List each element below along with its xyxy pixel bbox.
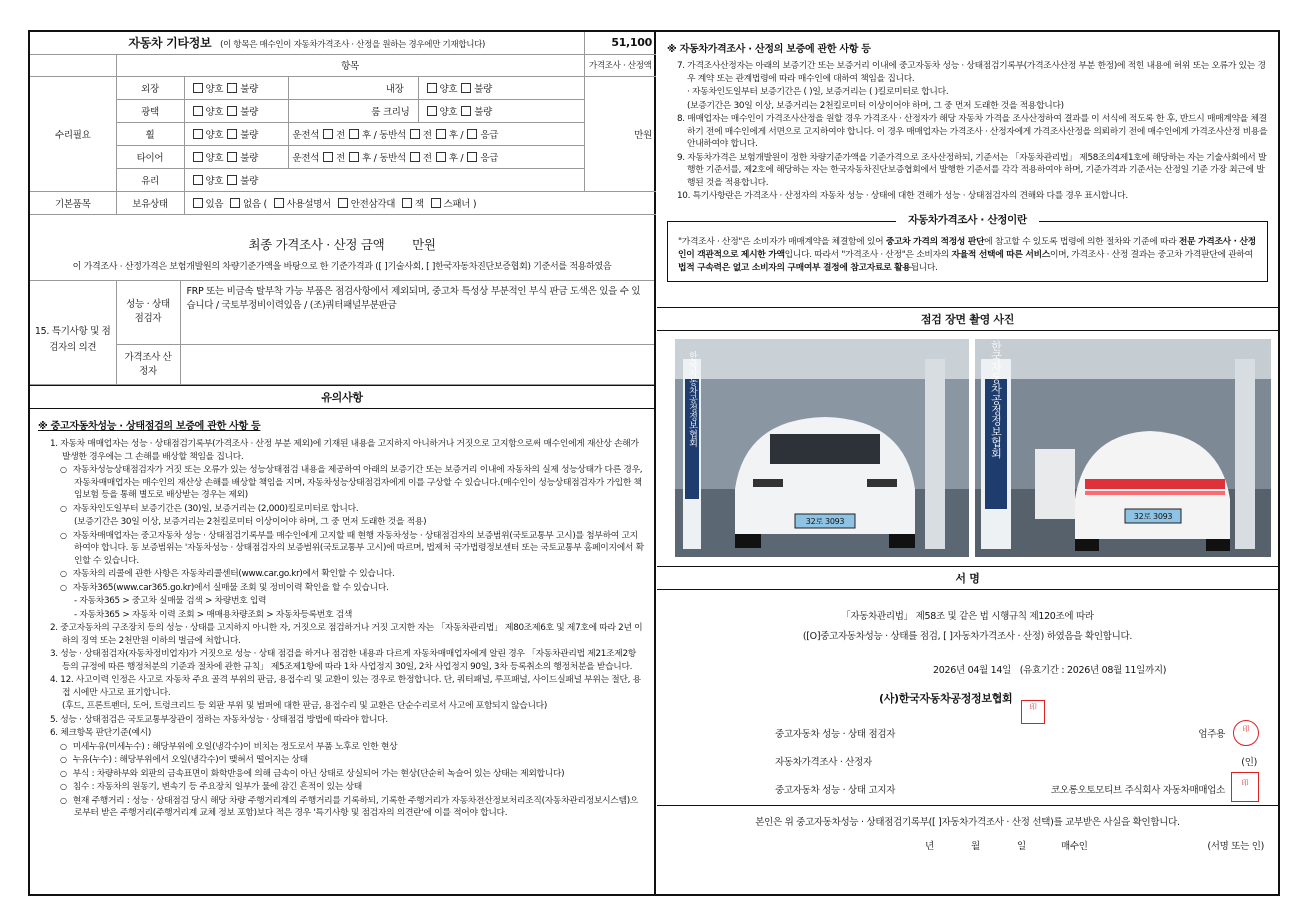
definition-text: 에 참고할 수 있도록 법령에 의한 절차와 기준에 따라 <box>984 236 1179 247</box>
room-good-checkbox[interactable] <box>427 106 437 116</box>
signer-row <box>775 754 1265 768</box>
tire-good-checkbox[interactable] <box>193 152 203 162</box>
sign-title: 서 명 <box>657 567 1278 590</box>
plate-front: 32로 3093 <box>805 517 845 526</box>
wheel-pass-front-checkbox[interactable] <box>410 129 420 139</box>
org-line <box>879 690 1045 724</box>
glass-good-checkbox[interactable] <box>193 175 203 185</box>
inspector-opinion: FRP 또는 비금속 탈부착 가능 부품은 점검사항에서 제외되며, 중고차 특성상 부분적인 부식 판금 도색은 있을 수 있습니다 / 국토부정비이력있음 / (조)쿼터패널부분판금 <box>180 281 654 345</box>
row-gloss: 광택 <box>116 99 184 122</box>
jack-checkbox[interactable] <box>402 198 412 208</box>
signer-role: 중고자동차 성능 · 상태 고지자 <box>775 785 896 796</box>
definition-text: 자율적 선택에 따른 서비스 <box>951 249 1050 260</box>
note-item: 5. 성능 · 상태점검은 국토교통부장관이 정하는 자동차성능 · 상태점검 방법에 따라야 합니다. <box>50 714 388 725</box>
photo-title: 점검 장면 촬영 사진 <box>657 308 1278 331</box>
sign-line-1: 「자동차관리법」 제58조 및 같은 법 시행규칙 제120조에 따라 <box>841 611 1094 622</box>
note-item: 3. 성능 · 상태점검자(자동차정비업자)가 거짓으로 성능 · 상태 점검을 하거나 점검한 내용과 다르게 자동차매매업자에게 알린 경우 「자동차관리법 제21조제2항 등의 규정에 따른 행정처분의 기준과 절차에 관한 규칙」 제5조제1항에 따라 1차 사업정지 30일, 2차 사업정지 90일, 3차 등록취소의 행정처분을 받습니다. <box>50 649 636 672</box>
definition-text: "가격조사 · 산정"은 소비자가 매매계약을 체결함에 있어 <box>678 236 886 247</box>
plate-rear: 32로 3093 <box>1133 512 1173 521</box>
note-item: ○ 자동차인도일부터 보증기간은 (30)일, 보증거리는 (2,000)킬로미터로 합니다. <box>38 503 646 516</box>
note-item: ○ 현재 주행거리 : 성능 · 상태점검 당시 해당 차량 주행거리계의 주행거리를 기록하되, 기록한 주행거리가 자동차전산정보처리조직(자동차관리정보시스템)으로부터 받은 주행거리(주행거리계 교체 정보 포함)보다 적은 경우 '특기사항 및 점검자의 의견란'에 이를 적어야 합니다. <box>38 795 646 820</box>
caution-title: 유의사항 <box>30 385 654 409</box>
receipt-buyer: 매수인 <box>1061 841 1088 852</box>
sign-date-line <box>933 662 1166 676</box>
caution-notes <box>38 438 646 820</box>
definition-text: 입니다. 따라서 "가격조사 · 산정"은 소비자의 <box>784 249 952 260</box>
row-room-clean: 룸 크리닝 <box>288 99 418 122</box>
special-notes-label: 15. 특기사항 및 점검자의 의견 <box>30 281 116 385</box>
col-item: 항목 <box>116 54 584 76</box>
receipt-section <box>657 806 1278 894</box>
note-item: ○ 부식 : 차량하부와 외판의 금속표면이 화학반응에 의해 금속이 아닌 상태로 상실되어 가는 현상(단순히 녹슬어 있는 상태는 제외합니다) <box>38 768 646 781</box>
note-item: 6. 체크항목 판단기준(예시) <box>50 728 152 738</box>
gloss-bad-checkbox[interactable] <box>227 106 237 116</box>
price-note-item: 9. 자동차가격은 보험개발원이 정한 차량기준가액을 기준가격으로 조사산정하되, 기준서는 「자동차관리법」 제58조의4제1호에 해당하는 자는 기술사회에서 발행한 기준서를, 제2호에 해당하는 자는 한국자동차진단보증협회에서 발행한 기준서를 각각 적용하여야 하며, 기준가격과 기준서는 산정일 기준 가장 최근에 발행된 것을 적용합니다. <box>677 152 1267 188</box>
basic-have-checkbox[interactable] <box>193 198 203 208</box>
row-tire: 타이어 <box>116 145 184 168</box>
basic-items-label: 기본품목 <box>30 191 116 214</box>
caution-section <box>30 409 654 820</box>
basic-items-line: 있음 없음 ( 사용설명서 안전삼각대 잭 스패너 ) <box>184 191 656 214</box>
price-note-item: · 자동차인도일부터 보증기간은 ( )일, 보증거리는 ( )킬로미터로 합니다. <box>687 87 949 97</box>
row-glass: 유리 <box>116 168 184 191</box>
appraiser-opinion <box>180 345 654 385</box>
interior-good-checkbox[interactable] <box>427 83 437 93</box>
tire-pass-front-checkbox[interactable] <box>410 152 420 162</box>
definition-text: 법적 구속력은 없고 소비자의 구매여부 결정에 참고자료로 활용 <box>678 262 911 273</box>
final-price-block <box>30 215 654 281</box>
price-note-item: 10. 특기사항란은 가격조사 · 산정자의 자동차 성능 · 상태에 대한 견해가 성능 · 상태점검자의 견해와 다를 경우 표시합니다. <box>677 191 1128 201</box>
note-item: - 자동차365 > 중고차 실매물 검색 > 차량번호 입력 <box>74 596 267 606</box>
price-unit: 만원 <box>584 76 656 191</box>
note-item: ○ 자동차의 리콜에 관한 사항은 자동차리콜센터(www.car.go.kr)에서 확인할 수 있습니다. <box>38 568 646 581</box>
signer-name: (인) <box>1241 757 1257 768</box>
signer-row <box>775 779 1265 796</box>
appraiser-label: 가격조사 산정자 <box>116 345 180 385</box>
signature-section <box>657 590 1278 806</box>
interior-bad-checkbox[interactable] <box>461 83 471 93</box>
col-price: 가격조사 · 산정액 <box>584 54 656 76</box>
inspector-label: 성능 · 상태 점검자 <box>116 281 180 345</box>
receipt-text: 본인은 위 중고자동차성능 · 상태점검기록부([ ]자동차가격조사 · 산정 선택)를 교부받은 사실을 확인합니다. <box>755 817 1180 828</box>
row-exterior: 외장 <box>116 76 184 99</box>
definition-text: 이며, 가격조사 · 산정 결과는 중고차 가격판단에 관하여 <box>1049 249 1253 260</box>
other-info-title: 자동차 기타정보 <box>128 36 212 51</box>
org-name: (사)한국자동차공정정보협회 <box>879 692 1013 705</box>
warranty-title: ※ 중고자동차성능 · 상태점검의 보증에 관한 사항 등 <box>38 421 261 432</box>
price-warranty-section <box>657 32 1278 308</box>
price-warranty-title: ※ 자동차가격조사 · 산정의 보증에 관한 사항 등 <box>667 44 871 55</box>
document-page <box>28 30 1280 896</box>
note-item: ○ 자동차성능상태점검자가 거짓 또는 오류가 있는 성능상태점검 내용을 제공하여 아래의 보증기간 또는 보증거리 이내에 자동차의 실제 성능상태가 다른 경우, 자동차매매업자는 매수인의 재산상 손해를 배상할 책임을 지며, 자동차성능상태점검자에게 이를 구상할 수 있습니다.(매수인이 성능상태점검자가 가입한 책임보험 등을 통해 별도로 배상받는 경우는 제외) <box>38 464 646 502</box>
signer-row <box>775 726 1265 740</box>
note-item: ○ 누유(누수) : 해당부위에서 오일(냉각수)이 맺혀서 떨어지는 상태 <box>38 754 646 767</box>
inspection-photo-front <box>675 339 969 557</box>
left-column <box>30 32 656 894</box>
note-item: (후드, 프론트펜더, 도어, 트렁크리드 등 외판 부위 및 범퍼에 대한 판금, 용접수리 및 교환은 단순수리로서 사고에 포함되지 않습니다) <box>62 701 547 711</box>
definition-text: 전문 가격조사 · 산정인이 객관적으로 제시한 가액 <box>678 236 1256 260</box>
other-info-table: 자동차 기타정보 (이 항목은 매수인이 자동차가격조사 · 산정을 원하는 경우에만 기재합니다) 51,100 항목 가격조사 · 산정액 수리필요 외장 양호 불량 내장 양호 불량 만원 광택 양호 불량 룸 크리닝 양호 불량 휠 양호 불량 운전석 전 후 / 동반석 전 후 / 응급 타이어 양호 불량 운전석 전 후 / 동반석 전 후 / 응급 유리 양호 불량 기본품목 보유상태 있음 없음 ( 사용설명서 안전삼각대 잭 스패너 ) <box>30 32 656 215</box>
tire-driver-rear-checkbox[interactable] <box>349 152 359 162</box>
note-item: (보증기간은 30일 이상, 보증거리는 2천킬로미터 이상이어야 하며, 그 중 먼저 도래한 것을 적용) <box>74 517 427 527</box>
definition-text: 됩니다. <box>910 262 938 273</box>
price-note-item: 8. 매매업자는 매수인이 가격조사산정을 원할 경우 가격조사 · 산정자가 해당 자동차 가격을 조사산정하여 결과를 이 서식에 적도록 한 후, 반드시 매매계약을 체결하기 전에 매수인에게 서면으로 고지하여야 합니다. 이 경우 매매업자는 가격조사 · 산정자에게 가격조사산정을 의뢰하기 전에 매수인에게 가격조사산정 비용을 안내하여야 합니다. <box>677 114 1268 149</box>
inspector-seal-icon: 印 <box>1233 720 1259 746</box>
gloss-good-checkbox[interactable] <box>193 106 203 116</box>
spanner-checkbox[interactable] <box>431 198 441 208</box>
wheel-driver-rear-checkbox[interactable] <box>349 129 359 139</box>
association-banner: 한국자동차공정정보협회 <box>989 340 1003 458</box>
signer-role: 자동차가격조사 · 산정자 <box>775 757 872 768</box>
price-note-item: (보증기간은 30일 이상, 보증거리는 2천킬로미터 이상이어야 하며, 그 중 먼저 도래한 것을 적용합니다) <box>687 100 1064 111</box>
manual-checkbox[interactable] <box>274 198 284 208</box>
photo-section <box>657 331 1278 567</box>
right-column <box>657 32 1278 894</box>
association-banner: 한국자동차공정정보협회 <box>687 351 697 447</box>
note-item: ○ 미세누유(미세누수) : 해당부위에 오일(냉각수)이 비치는 정도로서 부품 노후로 인한 현상 <box>38 741 646 754</box>
wheel-emergency-checkbox[interactable] <box>467 129 477 139</box>
final-price-unit: 만원 <box>412 236 436 252</box>
wheel-seat-line: 운전석 전 후 / 동반석 전 후 / 응급 <box>288 122 584 145</box>
tire-bad-checkbox[interactable] <box>227 152 237 162</box>
basic-status-label: 보유상태 <box>116 191 184 214</box>
sign-line-2: ([O]중고자동차성능 · 상태를 점검, [ ]자동차가격조사 · 산정) 하였음을 확인합니다. <box>802 631 1133 642</box>
wheel-good-checkbox[interactable] <box>193 129 203 139</box>
signer-role: 중고자동차 성능 · 상태 점검자 <box>775 729 896 740</box>
note-item: ○ 침수 : 자동차의 원동기, 변속기 등 주요장치 일부가 물에 잠긴 흔적이 있는 상태 <box>38 781 646 794</box>
receipt-month: 월 <box>971 841 980 852</box>
signer-name: 코오롱오토모티브 주식회사 자동차매매업소 <box>1050 785 1225 796</box>
receipt-day: 일 <box>1017 841 1026 852</box>
row-interior: 내장 <box>288 76 418 99</box>
note-item: 2. 중고자동차의 구조장치 등의 성능 · 상태를 고지하지 아니한 자, 거짓으로 점검하거나 거짓 고지한 자는 「자동차관리법」 제80조제6호 및 제7호에 따라 2년 이하의 징역 또는 2천만원 이하의 벌금에 처합니다. <box>50 623 643 646</box>
basic-none-checkbox[interactable] <box>230 198 240 208</box>
definition-text: 중고차 가격의 적정성 판단 <box>885 236 985 247</box>
inspection-photo-rear <box>975 339 1271 557</box>
room-bad-checkbox[interactable] <box>461 106 471 116</box>
price-note-item: 7. 가격조사산정자는 아래의 보증기간 또는 보증거리 이내에 중고자동차 성능 · 상태점검기록부(가격조사산정 부분 한정)에 적힌 내용에 허위 또는 오류가 있는 경우 계약 또는 관계법령에 따라 매수인에 대하여 책임을 집니다. <box>677 61 1266 84</box>
tire-seat-line: 운전석 전 후 / 동반석 전 후 / 응급 <box>288 145 584 168</box>
price-notes <box>667 60 1268 203</box>
final-price-desc: 이 가격조사 · 산정가격은 보험개발원의 차량기준가액을 바탕으로 한 기준가격과 ([ ]기술사회, [ ]한국자동차진단보증협회) 기준서를 적용하였음 <box>72 261 612 272</box>
price-definition-box <box>667 213 1268 282</box>
price-definition-title: 자동차가격조사 · 산정이란 <box>896 214 1039 226</box>
valid-until: (유효기간 : 2026년 08월 11일까지) <box>1019 665 1167 676</box>
repair-group-label: 수리필요 <box>30 76 116 191</box>
row-wheel: 휠 <box>116 122 184 145</box>
wheel-driver-front-checkbox[interactable] <box>323 129 333 139</box>
wheel-bad-checkbox[interactable] <box>227 129 237 139</box>
total-amount: 51,100 <box>584 32 656 54</box>
glass-bad-checkbox[interactable] <box>227 175 237 185</box>
note-item: 4. 12. 사고이력 인정은 사고로 자동차 주요 골격 부위의 판금, 용접수리 및 교환이 있는 경우로 한정합니다. 단, 쿼터패널, 루프패널, 사이드실패널 부위는 절단, 용접 시에만 사고로 표기합니다. <box>50 675 641 698</box>
wheel-pass-rear-checkbox[interactable] <box>436 129 446 139</box>
org-seal-icon: 印 <box>1021 700 1045 724</box>
note-item: ○ 자동차매매업자는 중고자동차 성능 · 상태점검기록부를 매수인에게 고지할 때 현행 자동차성능 · 상태점검자의 보증범위(국토교통부 고시)를 첨부하여 고지하여야 합니다. 동 보증범위는 '자동차성능 · 상태점검자의 보증범위(국토교통부 고시)에 따르며, 법제처 국가법령정보센터 또는 국토교통부 홈페이지에서 확인할 수 있습니다. <box>38 530 646 568</box>
exterior-good-checkbox[interactable] <box>193 83 203 93</box>
sign-date: 2026년 04월 14일 <box>933 665 1012 676</box>
tire-driver-front-checkbox[interactable] <box>323 152 333 162</box>
triangle-checkbox[interactable] <box>338 198 348 208</box>
other-info-note: (이 항목은 매수인이 자동차가격조사 · 산정을 원하는 경우에만 기재합니다) <box>220 40 486 51</box>
tire-pass-rear-checkbox[interactable] <box>436 152 446 162</box>
signer-name: 엄주용 <box>1198 729 1225 740</box>
final-price-title: 최종 가격조사 · 산정 금액 <box>248 236 385 252</box>
special-notes-table <box>30 281 654 386</box>
tire-emergency-checkbox[interactable] <box>467 152 477 162</box>
note-item: - 자동차365 > 자동차 이력 조회 > 매매용차량조회 > 자동차등록번호 검색 <box>74 609 353 620</box>
receipt-sign-field[interactable]: (서명 또는 인) <box>1207 841 1264 852</box>
exterior-bad-checkbox[interactable] <box>227 83 237 93</box>
note-item: 1. 자동차 매매업자는 성능 · 상태점검기록부(가격조사 · 산정 부분 제외)에 기재된 내용을 고지하지 아니하거나 거짓으로 고지함으로써 매수인에게 재산상 손해가 발생한 경우에는 그 손해를 배상할 책임을 집니다. <box>50 439 639 462</box>
dealer-seal-icon: 印 <box>1231 772 1259 802</box>
note-item: ○ 자동차365(www.car365.go.kr)에서 실매물 조회 및 정비이력 확인을 할 수 있습니다. <box>38 582 646 595</box>
receipt-year: 년 <box>925 841 934 852</box>
